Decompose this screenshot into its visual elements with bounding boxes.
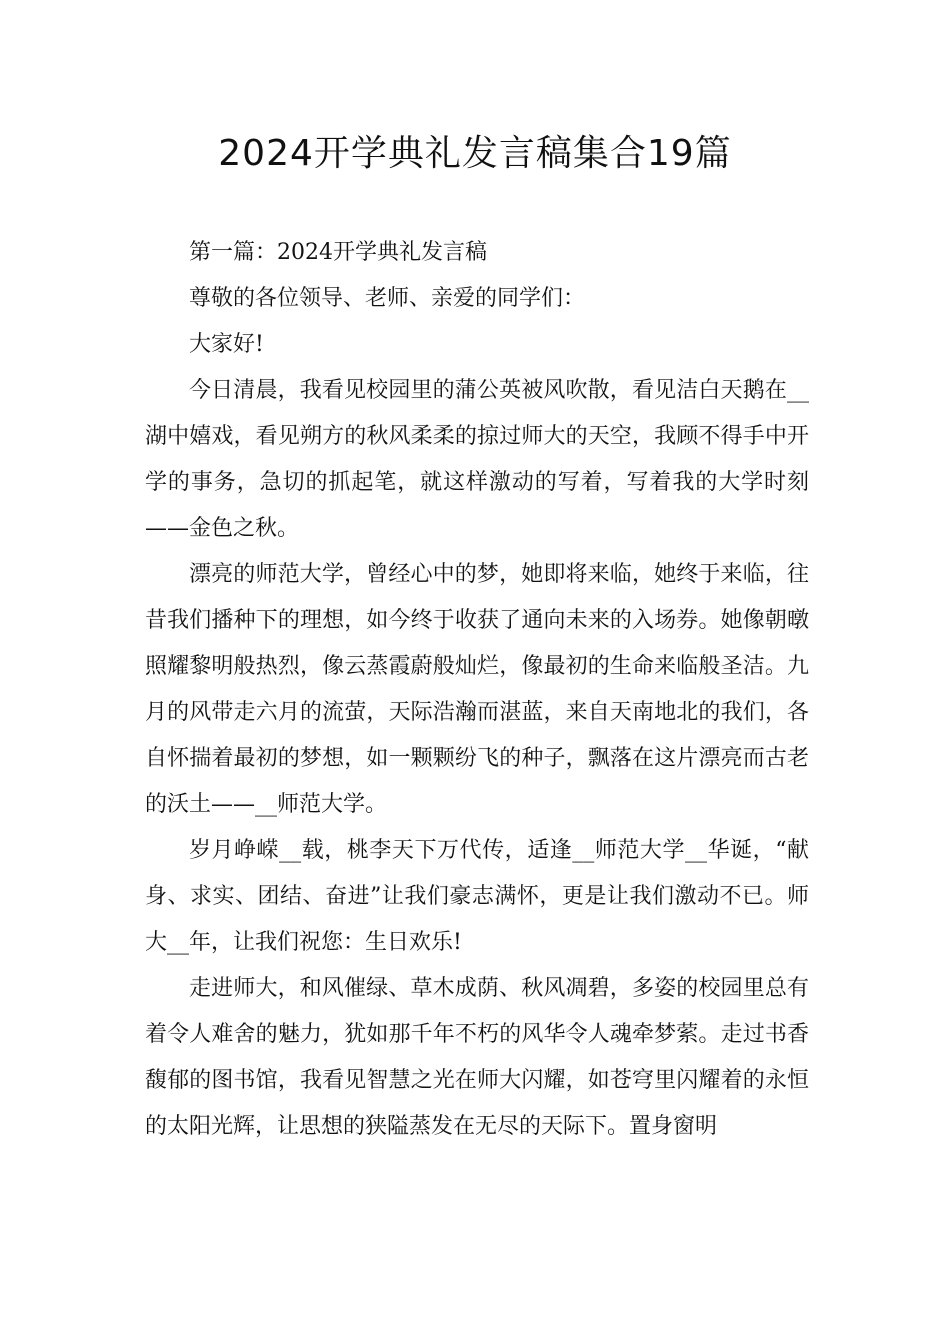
paragraph-morning: 今日清晨，我看见校园里的蒲公英被风吹散，看见洁白天鹅在__湖中嬉戏，看见朔方的秋风柔柔的掠过师大的天空，我顾不得手中开学的事务，急切的抓起笔，就这样激动的写着，写着我的大学时刻——金色之秋。 xyxy=(145,378,809,541)
paragraph-university-dream: 漂亮的师范大学，曾经心中的梦，她即将来临，她终于来临，往昔我们播种下的理想，如今终于收获了通向未来的入场券。她像朝暾照耀黎明般热烈，像云蒸霞蔚般灿烂，像最初的生命来临般圣洁。九月的风带走六月的流萤，天际浩瀚而湛蓝，来自天南地北的我们，各自怀揣着最初的梦想，如一颗颗纷飞的种子，飘落在这片漂亮而古老的沃土——__师范大学。 xyxy=(145,562,809,817)
paragraph-salutation: 尊敬的各位领导、老师、亲爱的同学们： xyxy=(189,286,586,311)
paragraph-anniversary: 岁月峥嵘__载，桃李天下万代传，适逢__师范大学__华诞，“献身、求实、团结、奋进”让我们豪志满怀，更是让我们激动不已。师大__年，让我们祝您：生日欢乐! xyxy=(145,838,809,955)
document-body xyxy=(145,230,809,1150)
paragraph-greeting: 大家好! xyxy=(189,332,264,357)
document-title: 2024开学典礼发言稿集合19篇 xyxy=(218,133,732,174)
paragraph-campus: 走进师大，和风催绿、草木成荫、秋风凋碧，多姿的校园里总有着令人难舍的魅力，犹如那千年不朽的风华令人魂牵梦萦。走过书香馥郁的图书馆，我看见智慧之光在师大闪耀，如苍穹里闪耀着的永恒的太阳光辉，让思想的狭隘蒸发在无尽的天际下。置身窗明 xyxy=(145,976,809,1139)
paragraph-section-heading: 第一篇：2024开学典礼发言稿 xyxy=(189,240,487,265)
